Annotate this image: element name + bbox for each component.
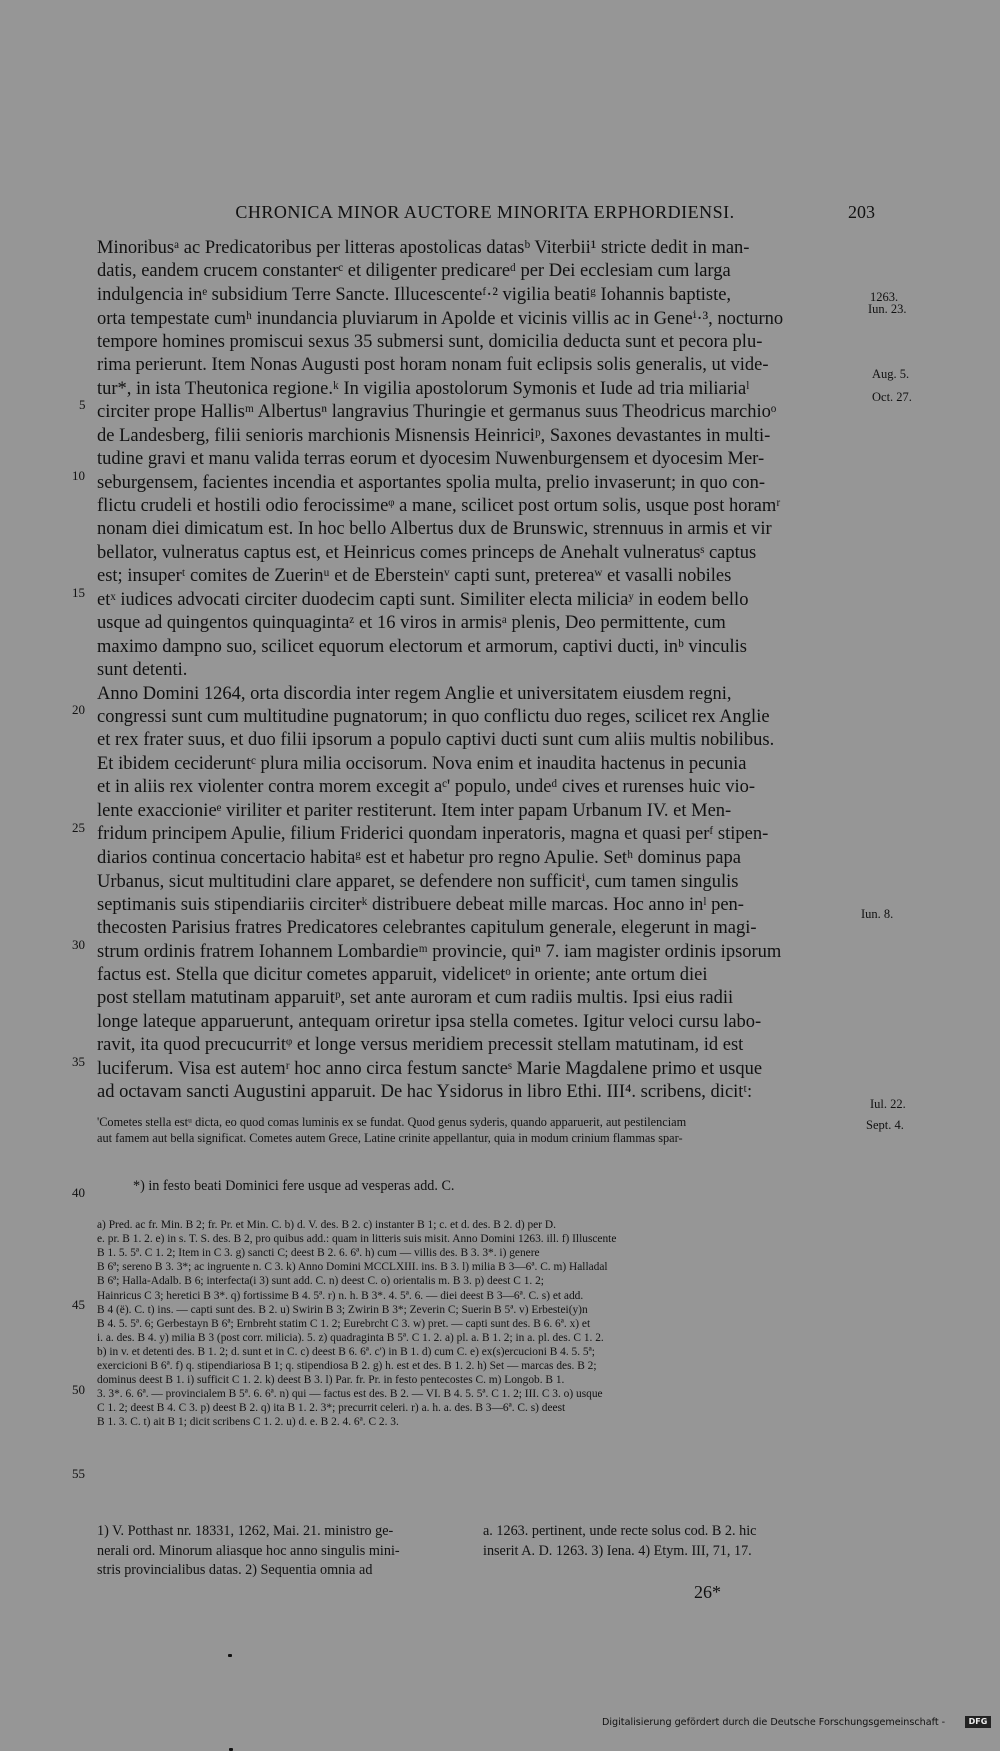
text-line: etˣ iudices advocati circiter duodecim capti sunt. Similiter electa miliciaʸ in eodem bello [97, 589, 749, 610]
text-line: orta tempestate cumʰ inundancia pluviarum in Apolde et vicinis villis ac in Geneⁱ·³, nocturno [97, 309, 784, 330]
running-title: CHRONICA MINOR AUCTORE MINORITA ERPHORDIENSI. [235, 202, 735, 222]
text-line: et in aliis rex violenter contra morem excegit aᶜ' populo, undeᵈ cives et rurenses huic vio- [97, 777, 756, 798]
text-line: tur*, in ista Theutonica regione.ᵏ In vigilia apostolorum Symonis et Iude ad tria miliariaˡ [97, 378, 750, 399]
star-footnote: *) in festo beati Dominici fere usque ad vesperas add. C. [133, 1178, 455, 1194]
text-line: diarios continua concertacio habitaᵍ est et habetur pro regno Apulie. Setʰ dominus papa [97, 847, 741, 868]
text-line: ravit, ita quod precucurritᵠ et longe versus meridiem precessit stellam matutinam, id est [97, 1035, 744, 1056]
dfg-logo: DFG [965, 1716, 991, 1728]
text-line: tudine gravi et manu valida terras eorum et dyocesim Nuwenburgensem et dyocesim Mer- [97, 449, 765, 470]
text-line: ad octavam sancti Augustini apparuit. De hac Ysidorus in libro Ethi. III⁴. scribens, dicitᵗ: [97, 1082, 753, 1103]
margin-date-oct-27: Oct. 27. [872, 390, 912, 404]
text-line: circiter prope Hallisᵐ Albertusⁿ langravius Thuringie et germanus suus Theodricus marchioᵒ [97, 402, 777, 423]
text-line: lente exaccionieᵉ viriliter et pariter restiterunt. Item inter papam Urbanum IV. et Men- [97, 800, 732, 821]
text-line: fridum principem Apulie, filium Friderici quondam inperatoris, magna et quasi perᶠ stipen- [97, 824, 769, 845]
line-number: 50 [72, 1382, 85, 1397]
quote-line: 'Cometes stella estᵘ dicta, eo quod comas luminis ex se fundat. Quod genus syderis, quando apparuerit, aut pestilenciam [97, 1115, 687, 1129]
apparatus-line: B 4 (ë). C. t) ins. — capti sunt des. B 2. u) Swirin B 3; Zwirin B 3*; Zeverin C; Suerin B 5ª. v) Erbestei(y)n [97, 1303, 588, 1316]
line-number: 5 [79, 397, 86, 412]
line-number: 15 [72, 585, 85, 600]
line-number: 55 [72, 1466, 85, 1481]
apparatus-line: B 6ª; sereno B 3. 3*; ac ingruente n. C 3. k) Anno Domini MCCLXIII. ins. B 3. l) milia B 3—6ª. C. m) Halladal [97, 1261, 608, 1274]
text-line: Anno Domini 1264, orta discordia inter regem Anglie et universitatem eiusdem regni, [97, 683, 732, 704]
text-line: nonam diei dimicatum est. In hoc bello Albertus dux de Brunswic, strennuus in armis et vir [97, 519, 772, 540]
text-line: sunt detenti. [97, 660, 188, 681]
apparatus-line: i. a. des. B 4. y) milia B 3 (post corr. milicia). 5. z) quadraginta B 5ª. C 1. 2. a) pl. a. B 1. 2; in a. pl. des. C 1. 2. [97, 1331, 604, 1344]
footnote-line: nerali ord. Minorum aliasque hoc anno singulis mini- [97, 1542, 400, 1559]
apparatus-line: B 1. 3. C. t) ait B 1; dicit scribens C 1. 2. u) d. e. B 2. 4. 6ª. C 2. 3. [97, 1416, 399, 1429]
margin-date-jun-23: Iun. 23. [868, 302, 907, 316]
text-line: de Landesberg, filii senioris marchionis Misnensis Heinriciᵖ, Saxones devastantes in multi- [97, 425, 771, 446]
running-header [95, 202, 875, 228]
line-number: 10 [72, 468, 85, 483]
text-line: strum ordinis fratrem Iohannem Lombardieᵐ provincie, quiⁿ 7. iam magister ordinis ipsorum [97, 941, 782, 962]
apparatus-line: exercicioni B 6ª. f) q. stipendiariosa B 1; q. stipendiosa B 2. g) h. est et des. B 1. 2. h) Set — marcas des. B 2; [97, 1360, 597, 1372]
apparatus-line: dominus deest B 1. i) sufficit C 1. 2. k) deest B 3. l) Par. fr. Pr. in festo pentecostes C. m) Longob. B 1. [97, 1374, 565, 1387]
text-line: luciferum. Visa est autemʳ hoc anno circa festum sancteˢ Marie Magdalene primo et usque [97, 1058, 763, 1079]
text-line: seburgensem, facientes incendia et asportantes spolia multa, prelio invaserunt; in quo con- [97, 472, 766, 493]
text-line: Minoribusᵃ ac Predicatoribus per litteras apostolicas datasᵇ Viterbii¹ stricte dedit in man- [97, 238, 750, 258]
apparatus-line: a) Pred. ac fr. Min. B 2; fr. Pr. et Min. C. b) d. V. des. B 2. c) instanter B 1; c. et d. des. B 2. d) per D. [97, 1219, 556, 1231]
digitization-credit: Digitalisierung gefördert durch die Deutsche Forschungsgemeinschaft - [602, 1717, 946, 1728]
apparatus-line: B 6ª; Halla-Adalb. B 6; interfecta(i 3) sunt add. C. n) deest C. o) orientalis m. B 3. p) deest C 1. 2; [97, 1275, 544, 1288]
signature-mark: 26* [694, 1582, 721, 1602]
page-number: 203 [848, 202, 875, 222]
line-number: 30 [72, 937, 85, 952]
text-line: Urbanus, sicut multitudini clare apparet, se defendere non sufficitⁱ, cum tamen singulis [97, 872, 739, 893]
text-line: est; insuperᵗ comites de Zuerinᵘ et de Ebersteinᵛ capti sunt, pretereaʷ et vasalli nobiles [97, 566, 732, 587]
text-line: thecosten Parisius fratres Predicatores celebrantes capitulum generale, elegerunt in magi- [97, 918, 757, 939]
footnote-line: a. 1263. pertinent, unde recte solus cod. B 2. hic [483, 1523, 757, 1539]
text-line: factus est. Stella que dicitur cometes apparuit, videlicetᵒ in oriente; ante ortum diei [97, 964, 708, 985]
text-line: datis, eandem crucem constanterᶜ et diligenter predicareᵈ per Dei ecclesiam cum larga [97, 261, 731, 282]
apparatus-line: B 1. 5. 5ª. C 1. 2; Item in C 3. g) sancti C; deest B 2. 6. 6ª. h) cum — villis des. B 3. 3*. i) genere [97, 1247, 540, 1260]
text-line: usque ad quingentos quinquagintaᶻ et 16 viros in armisᵃ plenis, Deo permittente, cum [97, 613, 726, 634]
quote-line: aut famem aut bella significat. Cometes autem Grece, Latine crinite appellantur, quia in modum crinium flammas spar- [97, 1130, 683, 1145]
text-line: tempore homines promiscui sexus 35 submersi sunt, domicilia deducta sunt et pecora plu- [97, 331, 763, 352]
apparatus-line: 3. 3*. 6. 6ª. — provincialem B 5ª. 6. 6ª. n) qui — factus est des. B 2. — VI. B 4. 5. 5ª. C 1. 2; III. C 3. o) usque [97, 1388, 603, 1401]
line-number: 45 [72, 1297, 85, 1312]
footnote-line: stris provincialibus datas. 2) Sequentia omnia ad [97, 1562, 373, 1578]
apparatus-line: b) in v. et detenti des. B 1. 2; d. sunt et in C. c) deest B 6. 6ª. c') in B 1. d) cum C. e) ex(s)ercucioni B 4. 5. 5ª; [97, 1345, 595, 1358]
apparatus-line: Hainricus C 3; heretici B 3*. q) fortissime B 4. 5ª. r) n. h. B 3*. 4. 5ª. 6. — diei deest B 3—6ª. C. s) et add. [97, 1289, 584, 1302]
apparatus-line: C 1. 2; deest B 4. C 3. p) deest B 2. q) ita B 1. 2. 3*; precurrit celeri. r) a. h. a. des. B 3—6ª. C. s) deest [97, 1402, 566, 1415]
text-line: flictu crudeli et hostili odio ferocissimeᵠ a mane, scilicet post ortum solis, usque post horamʳ [97, 495, 781, 516]
footnote-line: 1) V. Potthast nr. 18331, 1262, Mai. 21. ministro ge- [97, 1523, 394, 1539]
apparatus-line: e. pr. B 1. 2. e) in s. T. S. des. B 2, pro quibus add.: quam in litteris suis misit. Anno Domini 1263. ill. f) Illuscente [97, 1233, 617, 1246]
margin-year-1263: 1263. [870, 290, 899, 304]
ink-speck [228, 1654, 232, 1657]
text-line: rima perierunt. Item Nonas Augusti post horam nonam fuit eclipsis solis generalis, ut vide- [97, 355, 769, 376]
apparatus-line: B 4. 5. 5ª. 6; Gerbestayn B 6ª; Ernbreht statim C 1. 2; Eurebrcht C 3. w) pret. — capti sunt des. B 6. 6ª. x) et [97, 1317, 591, 1330]
text-line: et rex frater suus, et duo filii ipsorum a populo captivi ducti sunt cum aliis multis nobilibus. [97, 730, 775, 751]
line-number: 25 [72, 820, 85, 835]
margin-date-aug-5: Aug. 5. [872, 367, 910, 381]
margin-date-jul-22: Iul. 22. [870, 1097, 906, 1111]
text-line: post stellam matutinam apparuitᵖ, set ante auroram et cum radiis multis. Ipsi eius radii [97, 988, 734, 1009]
line-number: 35 [72, 1054, 85, 1069]
footnote-line: inserit A. D. 1263. 3) Iena. 4) Etym. III, 71, 17. [483, 1542, 752, 1559]
text-line: congressi sunt cum multitudine pugnatorum; in quo conflictu duo reges, scilicet rex Anglie [97, 707, 770, 727]
margin-date-jun-8: Iun. 8. [861, 907, 894, 921]
line-number: 40 [72, 1185, 85, 1200]
text-line: maximo dampno suo, scilicet equorum electorum et armorum, captivi ducti, inᵇ vinculis [97, 636, 747, 657]
text-line: septimanis suis stipendiariis circiterᵏ distribuere debeat mille marcas. Hoc anno inˡ pen- [97, 894, 744, 915]
line-number: 20 [72, 702, 85, 717]
text-line: bellator, vulneratus captus est, et Heinricus comes princeps de Anehalt vulneratusˢ captus [97, 542, 757, 563]
text-line: Et ibidem cecideruntᶜ plura milia occisorum. Nova enim et inaudita hactenus in pecunia [97, 753, 747, 774]
text-line: longe lateque apparuerunt, antequam oriretur ipsa stella cometes. Igitur veloci cursu labo- [97, 1011, 762, 1032]
text-line: indulgencia inᵉ subsidium Terre Sancte. Illucescenteᶠ·² vigilia beatiᵍ Iohannis baptiste, [97, 284, 732, 305]
margin-date-sept-4: Sept. 4. [866, 1118, 904, 1132]
